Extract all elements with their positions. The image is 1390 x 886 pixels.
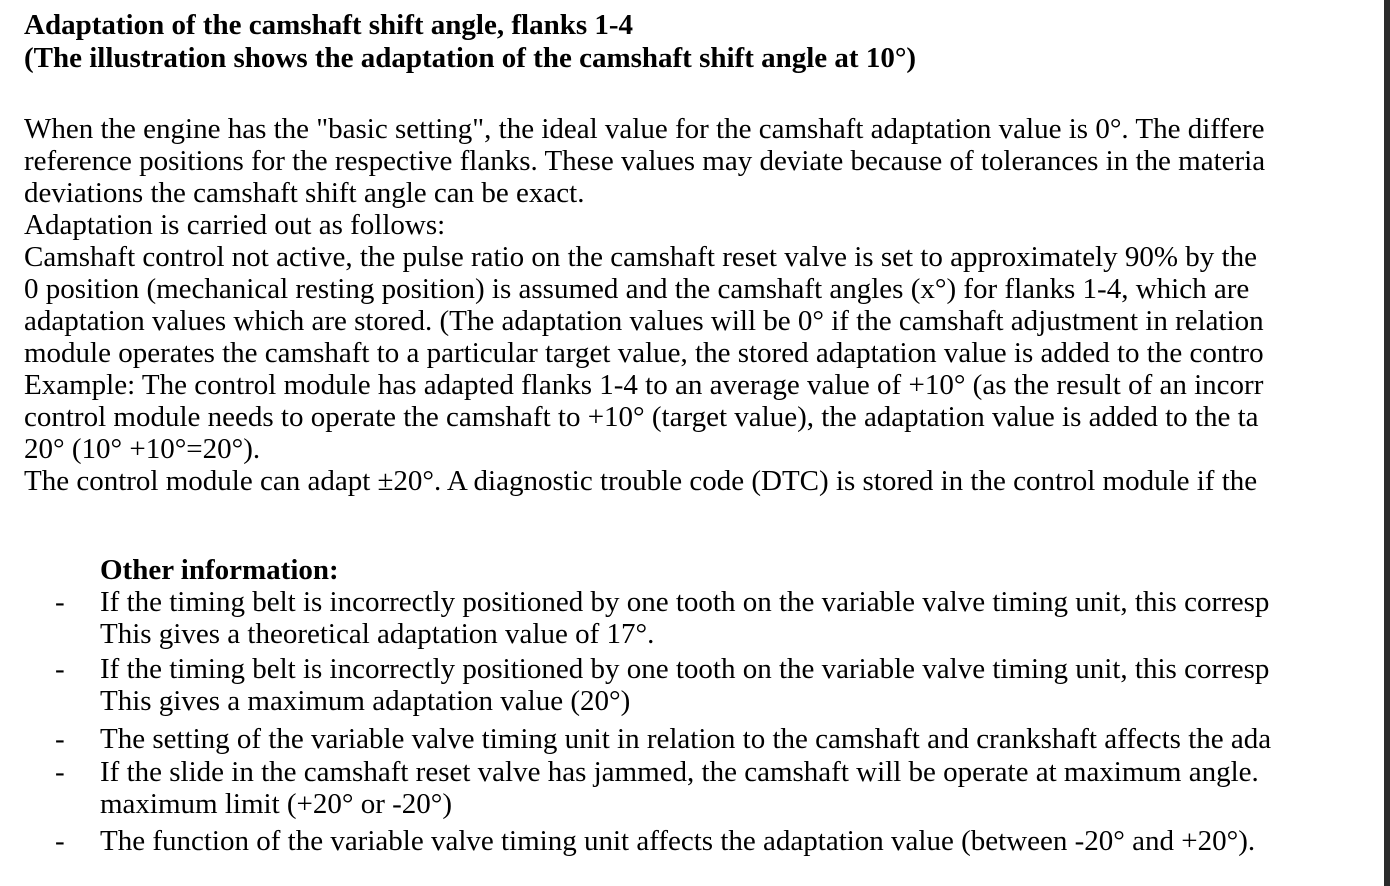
paragraph-line: When the engine has the "basic setting", the ideal value for the camshaft adaptation value is 0°. The differe <box>24 113 1265 145</box>
paragraph-line: module operates the camshaft to a particular target value, the stored adaptation value is added to the contro <box>24 337 1264 369</box>
document-title: Adaptation of the camshaft shift angle, flanks 1-4 <box>24 9 634 41</box>
list-bullet: - <box>55 825 65 857</box>
paragraph-line: Adaptation is carried out as follows: <box>24 209 446 241</box>
document-subtitle: (The illustration shows the adaptation of the camshaft shift angle at 10°) <box>24 42 917 74</box>
scrollbar[interactable] <box>1384 0 1390 886</box>
list-bullet: - <box>55 586 65 618</box>
paragraph-line: reference positions for the respective flanks. These values may deviate because of tolerances in the materia <box>24 145 1266 177</box>
other-information-heading: Other information: <box>100 554 339 586</box>
list-item-line: The function of the variable valve timing unit affects the adaptation value (between -20° and +20°). <box>100 825 1256 857</box>
list-item-line: If the slide in the camshaft reset valve has jammed, the camshaft will be operate at maximum angle. <box>100 756 1259 788</box>
paragraph-line: Example: The control module has adapted flanks 1-4 to an average value of +10° (as the result of an incorr <box>24 369 1264 401</box>
paragraph-line: control module needs to operate the camshaft to +10° (target value), the adaptation value is added to the ta <box>24 401 1259 433</box>
paragraph-line: 0 position (mechanical resting position) is assumed and the camshaft angles (x°) for flanks 1-4, which are <box>24 273 1250 305</box>
list-bullet: - <box>55 653 65 685</box>
list-item-line: If the timing belt is incorrectly positioned by one tooth on the variable valve timing unit, this corresp <box>100 586 1270 618</box>
paragraph-line: deviations the camshaft shift angle can be exact. <box>24 177 585 209</box>
paragraph-line: The control module can adapt ±20°. A diagnostic trouble code (DTC) is stored in the control module if the <box>24 465 1258 497</box>
paragraph-line: 20° (10° +10°=20°). <box>24 433 261 465</box>
paragraph-line: adaptation values which are stored. (The adaptation values will be 0° if the camshaft adjustment in relation <box>24 305 1264 337</box>
list-item-line: maximum limit (+20° or -20°) <box>100 788 453 820</box>
list-bullet: - <box>55 723 65 755</box>
list-item-line: This gives a maximum adaptation value (20°) <box>100 685 631 717</box>
paragraph-line: Camshaft control not active, the pulse ratio on the camshaft reset valve is set to approximately 90% by the <box>24 241 1257 273</box>
list-item-line: This gives a theoretical adaptation value of 17°. <box>100 618 655 650</box>
list-item-line: The setting of the variable valve timing unit in relation to the camshaft and crankshaft affects the ada <box>100 723 1272 755</box>
list-bullet: - <box>55 756 65 788</box>
list-item-line: If the timing belt is incorrectly positioned by one tooth on the variable valve timing unit, this corresp <box>100 653 1270 685</box>
